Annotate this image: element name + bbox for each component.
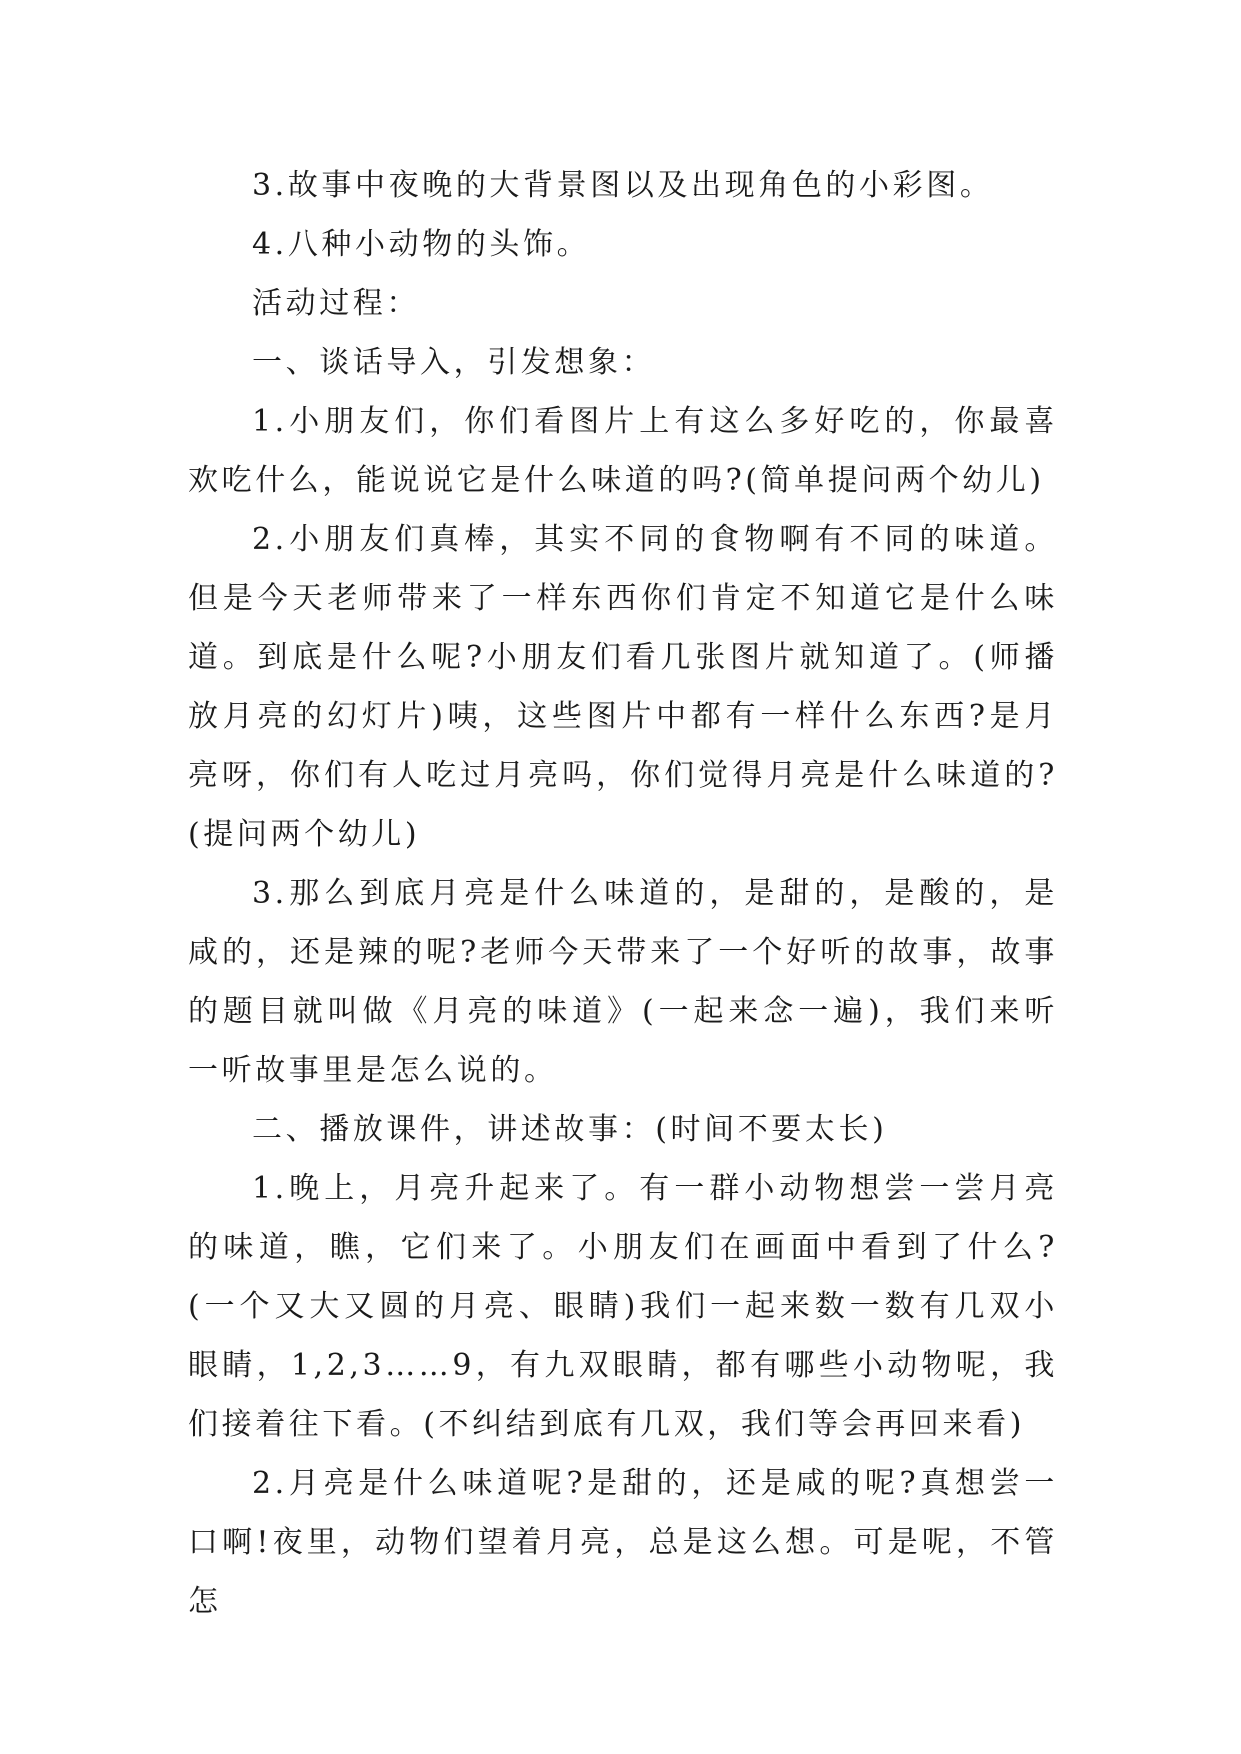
- paragraph-part-1-step-2: 2.小朋友们真棒，其实不同的食物啊有不同的味道。但是今天老师带来了一样东西你们肯定不知道它是什么味道。到底是什么呢?小朋友们看几张图片就知道了。(师播放月亮的幻灯片)咦，这些图片中都有一样什么东西?是月亮呀，你们有人吃过月亮吗，你们觉得月亮是什么味道的?(提问两个幼儿): [188, 522, 1058, 852]
- section-heading-part-2: 二、播放课件，讲述故事：(时间不要太长): [252, 1112, 888, 1147]
- paragraph-part-1-step-1: 1.小朋友们，你们看图片上有这么多好吃的，你最喜欢吃什么，能说说它是什么味道的吗?(简单提问两个幼儿): [188, 404, 1058, 498]
- paragraph-part-2-step-1: 1.晚上，月亮升起来了。有一群小动物想尝一尝月亮的味道，瞧，它们来了。小朋友们在画面中看到了什么?(一个又大又圆的月亮、眼睛)我们一起来数一数有几双小眼睛，1,2,3……9，有九双眼睛，都有哪些小动物呢，我们接着往下看。(不纠结到底有几双，我们等会再回来看): [188, 1171, 1058, 1442]
- document-body: [188, 156, 1058, 1631]
- section-heading-part-1: 一、谈话导入，引发想象：: [252, 345, 656, 380]
- paragraph-materials-4: 4.八种小动物的头饰。: [252, 227, 591, 262]
- paragraph-part-1-step-3: 3.那么到底月亮是什么味道的，是甜的，是酸的，是咸的，还是辣的呢?老师今天带来了一个好听的故事，故事的题目就叫做《月亮的味道》(一起来念一遍)，我们来听一听故事里是怎么说的。: [188, 876, 1058, 1088]
- paragraph-materials-3: 3.故事中夜晚的大背景图以及出现角色的小彩图。: [252, 168, 994, 203]
- paragraph-part-2-step-2: 2.月亮是什么味道呢?是甜的，还是咸的呢?真想尝一口啊!夜里，动物们望着月亮，总是这么想。可是呢，不管怎: [188, 1466, 1058, 1619]
- section-heading-activity-process: 活动过程：: [252, 286, 420, 321]
